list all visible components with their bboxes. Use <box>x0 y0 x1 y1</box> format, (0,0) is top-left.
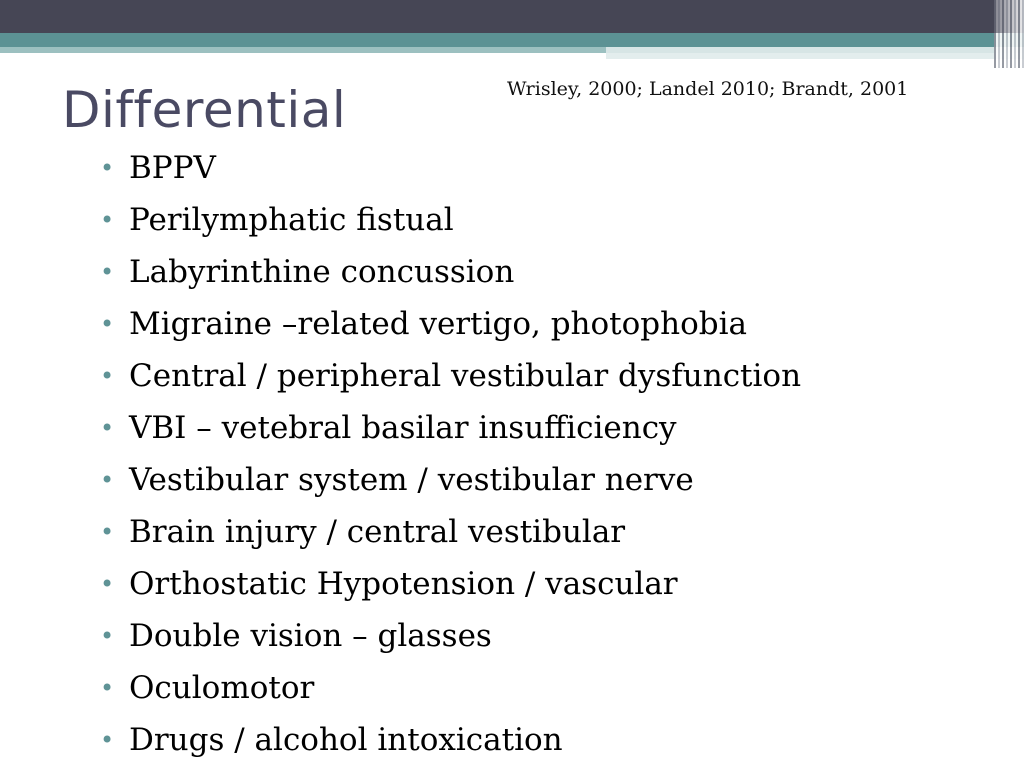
bullet-text: Drugs / alcohol intoxication <box>129 722 563 758</box>
bullet-dot-icon: • <box>100 518 115 546</box>
bullet-item <box>100 402 801 454</box>
slide-title: Differential <box>62 81 347 139</box>
header-notch-band-lower <box>606 53 1024 59</box>
bullet-item <box>100 142 801 194</box>
bullet-item <box>100 246 801 298</box>
bullet-dot-icon: • <box>100 310 115 338</box>
bullet-item <box>100 298 801 350</box>
bullet-text: Oculomotor <box>129 670 315 706</box>
bullet-text: Vestibular system / vestibular nerve <box>129 462 694 498</box>
bullet-text: Double vision – glasses <box>129 618 492 654</box>
bullet-text: Central / peripheral vestibular dysfunction <box>129 358 802 394</box>
bullet-dot-icon: • <box>100 726 115 754</box>
header-dark-band <box>0 0 1024 33</box>
bullet-text: Migraine –related vertigo, photophobia <box>129 306 748 342</box>
bullet-item <box>100 506 801 558</box>
bullet-dot-icon: • <box>100 206 115 234</box>
header-stripe-fade <box>976 0 1024 33</box>
bullet-item <box>100 350 801 402</box>
bullet-text: BPPV <box>129 150 216 186</box>
header-teal-band <box>0 33 1024 47</box>
citation-text: Wrisley, 2000; Landel 2010; Brandt, 2001 <box>507 78 909 100</box>
bullet-item <box>100 714 801 766</box>
bullet-text: Orthostatic Hypotension / vascular <box>129 566 678 602</box>
bullet-item <box>100 610 801 662</box>
bullet-dot-icon: • <box>100 258 115 286</box>
bullet-dot-icon: • <box>100 570 115 598</box>
bullet-list <box>100 142 801 766</box>
bullet-dot-icon: • <box>100 154 115 182</box>
bullet-dot-icon: • <box>100 466 115 494</box>
bullet-dot-icon: • <box>100 362 115 390</box>
bullet-item <box>100 194 801 246</box>
bullet-item <box>100 454 801 506</box>
bullet-dot-icon: • <box>100 622 115 650</box>
bullet-text: Brain injury / central vestibular <box>129 514 626 550</box>
bullet-dot-icon: • <box>100 674 115 702</box>
bullet-item <box>100 662 801 714</box>
bullet-text: VBI – vetebral basilar insufficiency <box>129 410 677 446</box>
bullet-dot-icon: • <box>100 414 115 442</box>
bullet-item <box>100 558 801 610</box>
bullet-text: Perilymphatic fistual <box>129 202 454 238</box>
bullet-text: Labyrinthine concussion <box>129 254 515 290</box>
